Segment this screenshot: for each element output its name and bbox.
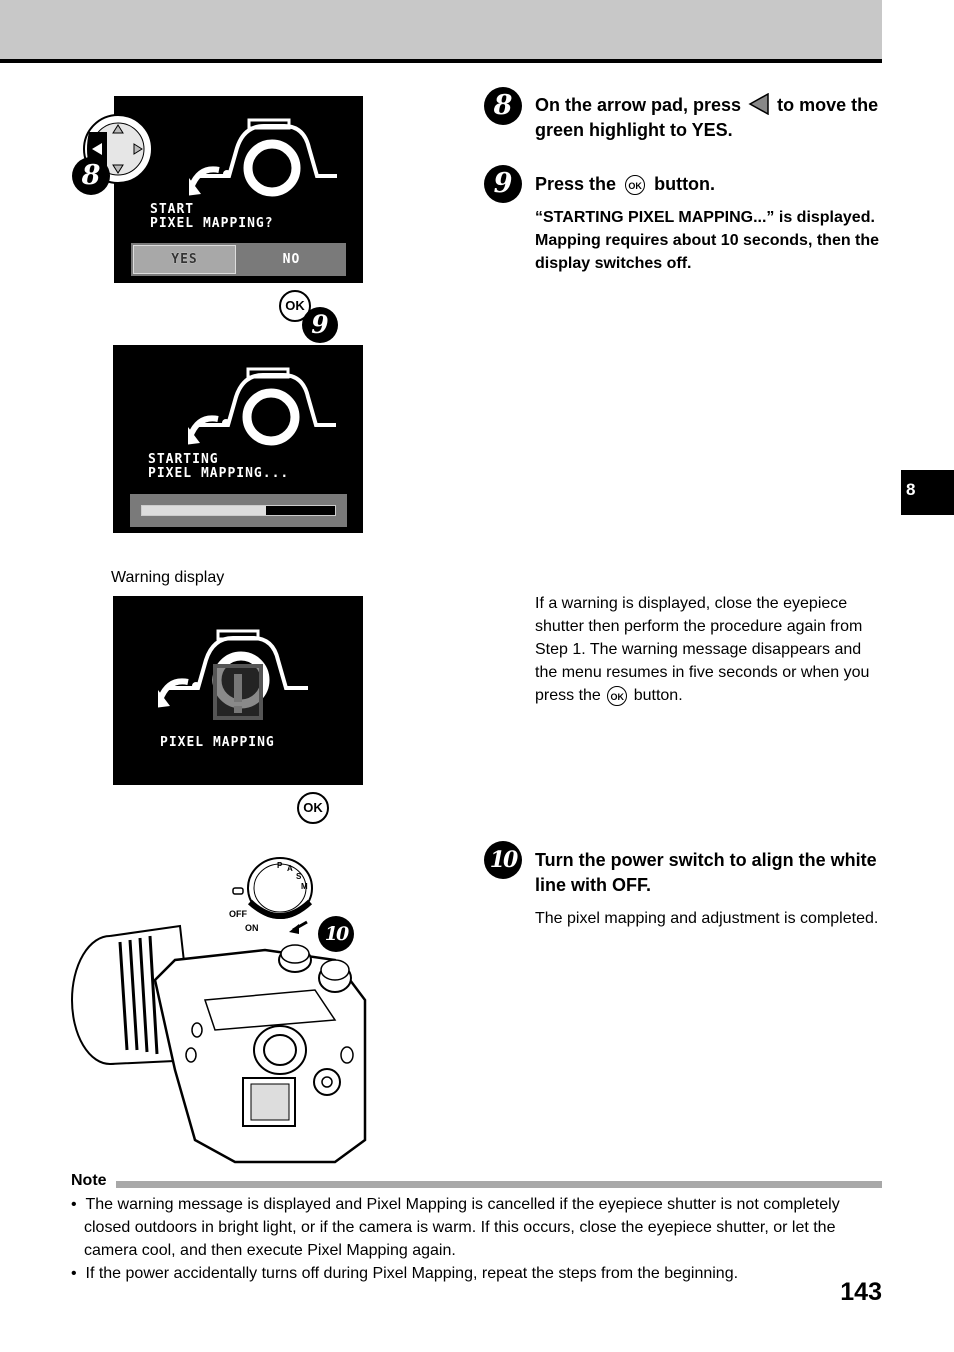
dial-label-a: A — [287, 864, 293, 873]
ok-button-icon: OK — [279, 290, 311, 322]
step-9-number: 9 — [484, 165, 522, 203]
step-8-heading-part1: On the arrow pad, press — [535, 95, 742, 115]
pixel-mapping-icon — [188, 367, 338, 447]
warning-paragraph — [535, 592, 880, 707]
switch-on-label: ON — [245, 923, 259, 933]
left-arrow-icon — [748, 93, 770, 115]
ok-button-icon: OK — [297, 792, 329, 824]
lcd-line-2: PIXEL MAPPING... — [148, 466, 290, 481]
progress-panel — [130, 494, 347, 527]
step-9-heading — [535, 172, 880, 197]
yes-no-bar — [131, 243, 346, 276]
step-9-badge: 9 — [302, 307, 338, 343]
camera-illustration — [65, 850, 375, 1170]
warning-text-part2: button. — [633, 687, 683, 704]
chapter-tab: 8 — [901, 470, 954, 515]
warning-caption: Warning display — [111, 569, 225, 586]
lcd-screen-warning — [113, 596, 363, 785]
lcd-warning-text: PIXEL MAPPING — [160, 735, 275, 750]
lcd-screen-starting — [113, 345, 363, 533]
warning-icon — [213, 664, 263, 720]
note-title: Note — [71, 1172, 107, 1189]
lcd-screen-start — [114, 96, 363, 283]
step-10-description: The pixel mapping and adjustment is completed. — [535, 910, 879, 927]
note-item: • The warning message is displayed and Pixel Mapping is cancelled if the eyepiece shutter is not completely closed outdoors in bright light, or if the camera is warm. If this occurs, close the eyepiece shutter, or let the camera cool, and then execute Pixel Mapping again. — [71, 1196, 840, 1259]
progress-track — [141, 505, 336, 516]
step-10-badge: 10 — [318, 916, 354, 952]
ok-icon: OK — [625, 175, 645, 195]
step-10-heading: Turn the power switch to align the white line with OFF. — [535, 850, 877, 895]
step-8-badge: 8 — [72, 157, 110, 195]
note-item-text: If the power accidentally turns off during Pixel Mapping, repeat the steps from the beginning. — [85, 1265, 739, 1282]
switch-off-label: OFF — [229, 909, 247, 919]
lcd-line-1: STARTING — [148, 452, 219, 467]
step-9-description: “STARTING PIXEL MAPPING...” is displayed. Mapping requires about 10 seconds, then the display switches off. — [535, 209, 880, 272]
header-bar — [0, 0, 882, 60]
header-rule — [0, 59, 882, 63]
note-item: • If the power accidentally turns off during Pixel Mapping, repeat the steps from the beginning. — [71, 1265, 739, 1282]
step-9-heading-part1: Press the — [535, 174, 617, 194]
lcd-line-1: START — [150, 202, 195, 217]
yes-option[interactable] — [133, 245, 236, 274]
no-label: NO — [282, 252, 301, 267]
note-rule — [116, 1181, 882, 1188]
dial-label-m: M — [301, 882, 308, 891]
step-10-number: 10 — [484, 841, 522, 879]
note-list — [71, 1193, 871, 1285]
no-option[interactable] — [239, 245, 344, 274]
page-number: 143 — [840, 1278, 882, 1306]
step-8-heading-part2: to move the green highlight to YES. — [535, 95, 879, 140]
progress-fill — [142, 506, 266, 515]
note-item-text: The warning message is displayed and Pixel Mapping is cancelled if the eyepiece shutter is not completely closed outdoors in bright light, or if the camera is warm. If this occurs, close the eyepiece shutter, or let the camera cool, and then execute Pixel Mapping again. — [84, 1196, 840, 1259]
warning-text-part1: If a warning is displayed, close the eyepiece shutter then perform the procedure again from Step 1. The warning message disappears and the menu resumes in five seconds or when you press the — [535, 595, 870, 704]
step-8-number: 8 — [484, 87, 522, 125]
lcd-line-2: PIXEL MAPPING? — [150, 216, 274, 231]
yes-label: YES — [171, 252, 198, 267]
pixel-mapping-icon — [189, 118, 339, 198]
step-8-heading — [535, 93, 880, 143]
dial-label-s: S — [296, 872, 302, 881]
ok-icon: OK — [607, 686, 627, 706]
step-9-heading-part2: button. — [654, 174, 716, 194]
dial-label-p: P — [277, 861, 283, 870]
